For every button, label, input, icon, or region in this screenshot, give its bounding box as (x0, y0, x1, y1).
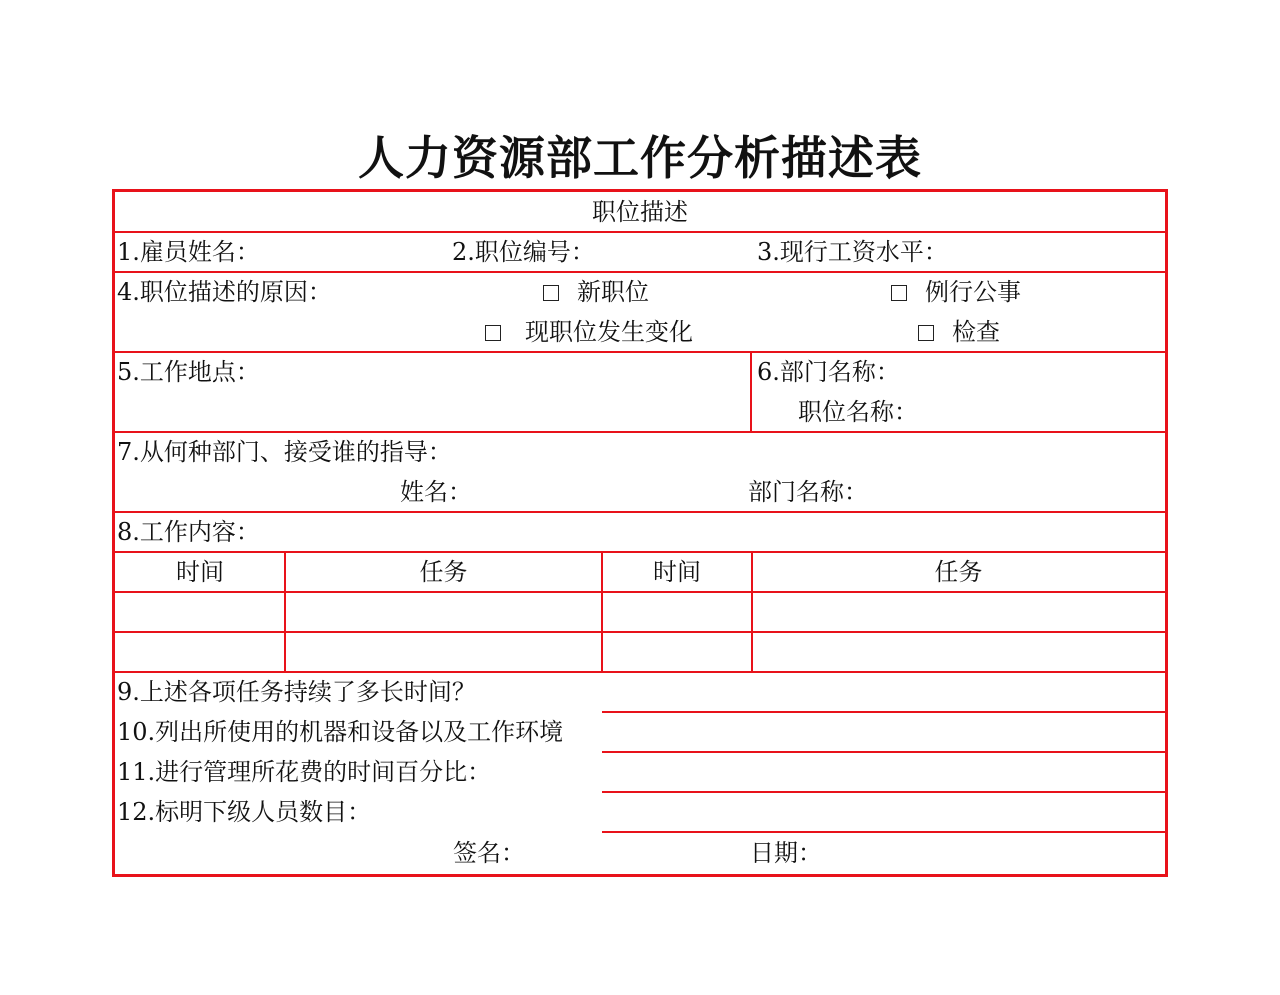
date-label: 日期： (750, 839, 822, 867)
supervisor-department-field[interactable] (875, 474, 1160, 510)
divider (284, 552, 286, 672)
supervisor-label: 7.从何种部门、接受谁的指导： (117, 438, 452, 466)
table-cell-task[interactable] (753, 632, 1165, 671)
option-new-position[interactable] (543, 272, 649, 312)
work-content-label: 8.工作内容： (117, 518, 260, 546)
answer-underline (602, 791, 1165, 793)
question-management-time-field[interactable] (602, 754, 1165, 790)
table-cell-task[interactable] (286, 632, 601, 671)
option-inspection[interactable] (918, 312, 1000, 352)
column-header-task: 任务 (419, 558, 468, 586)
current-salary-label: 3.现行工资水平： (757, 238, 948, 266)
job-analysis-form (112, 189, 1168, 877)
position-code-label: 2.职位编号： (452, 238, 595, 266)
department-name-label: 6.部门名称： (757, 358, 900, 386)
department-name-field[interactable] (915, 354, 1160, 390)
table-cell-time[interactable] (115, 632, 284, 671)
question-equipment-field[interactable] (602, 714, 1165, 750)
option-label: 新职位 (577, 278, 649, 306)
supervisor-name-field[interactable] (475, 474, 735, 510)
question-equipment-label: 10.列出所使用的机器和设备以及工作环境 (117, 718, 564, 746)
checkbox-icon[interactable] (918, 325, 934, 341)
divider (115, 511, 1165, 513)
form-title: 人力资源部工作分析描述表 (358, 131, 922, 185)
section-header: 职位描述 (592, 198, 688, 226)
table-cell-time[interactable] (603, 632, 751, 671)
question-subordinates-label: 12.标明下级人员数目： (117, 798, 372, 826)
column-header-time: 时间 (653, 558, 701, 586)
signature-field[interactable] (530, 835, 730, 871)
table-cell-task[interactable] (286, 592, 601, 631)
table-cell-task[interactable] (753, 592, 1165, 631)
table-cell-time[interactable] (115, 592, 284, 631)
work-location-label: 5.工作地点： (117, 358, 260, 386)
table-cell-time[interactable] (603, 592, 751, 631)
column-header-task: 任务 (934, 558, 983, 586)
supervisor-department-label: 部门名称： (748, 478, 868, 506)
divider (115, 231, 1165, 233)
date-field[interactable] (827, 835, 1157, 871)
employee-name-label: 1.雇员姓名： (117, 238, 260, 266)
divider (751, 552, 753, 672)
option-label: 现职位发生变化 (525, 318, 693, 346)
signature-label: 签名： (453, 839, 525, 867)
answer-underline (602, 751, 1165, 753)
checkbox-icon[interactable] (485, 325, 501, 341)
divider (115, 351, 1165, 353)
column-header-time: 时间 (176, 558, 224, 586)
checkbox-icon[interactable] (891, 285, 907, 301)
employee-name-field[interactable] (385, 234, 445, 270)
option-label: 检查 (952, 318, 1000, 346)
supervisor-name-label: 姓名： (400, 478, 472, 506)
option-label: 例行公事 (925, 278, 1021, 306)
checkbox-icon[interactable] (543, 285, 559, 301)
current-salary-field[interactable] (965, 234, 1160, 270)
divider (750, 352, 752, 432)
reason-label: 4.职位描述的原因： (117, 278, 332, 306)
question-duration-label: 9.上述各项任务持续了多长时间？ (117, 678, 476, 706)
position-name-field[interactable] (925, 394, 1160, 430)
question-management-time-label: 11.进行管理所花费的时间百分比： (117, 758, 492, 786)
position-name-label: 职位名称： (798, 398, 918, 426)
option-routine[interactable] (891, 272, 1021, 312)
answer-underline (602, 831, 1165, 833)
question-subordinates-field[interactable] (602, 794, 1165, 830)
answer-underline (602, 711, 1165, 713)
option-position-changed[interactable] (485, 312, 693, 352)
divider (601, 552, 603, 672)
position-code-field[interactable] (605, 234, 745, 270)
work-location-field[interactable] (275, 354, 745, 430)
question-duration-field[interactable] (602, 674, 1165, 710)
